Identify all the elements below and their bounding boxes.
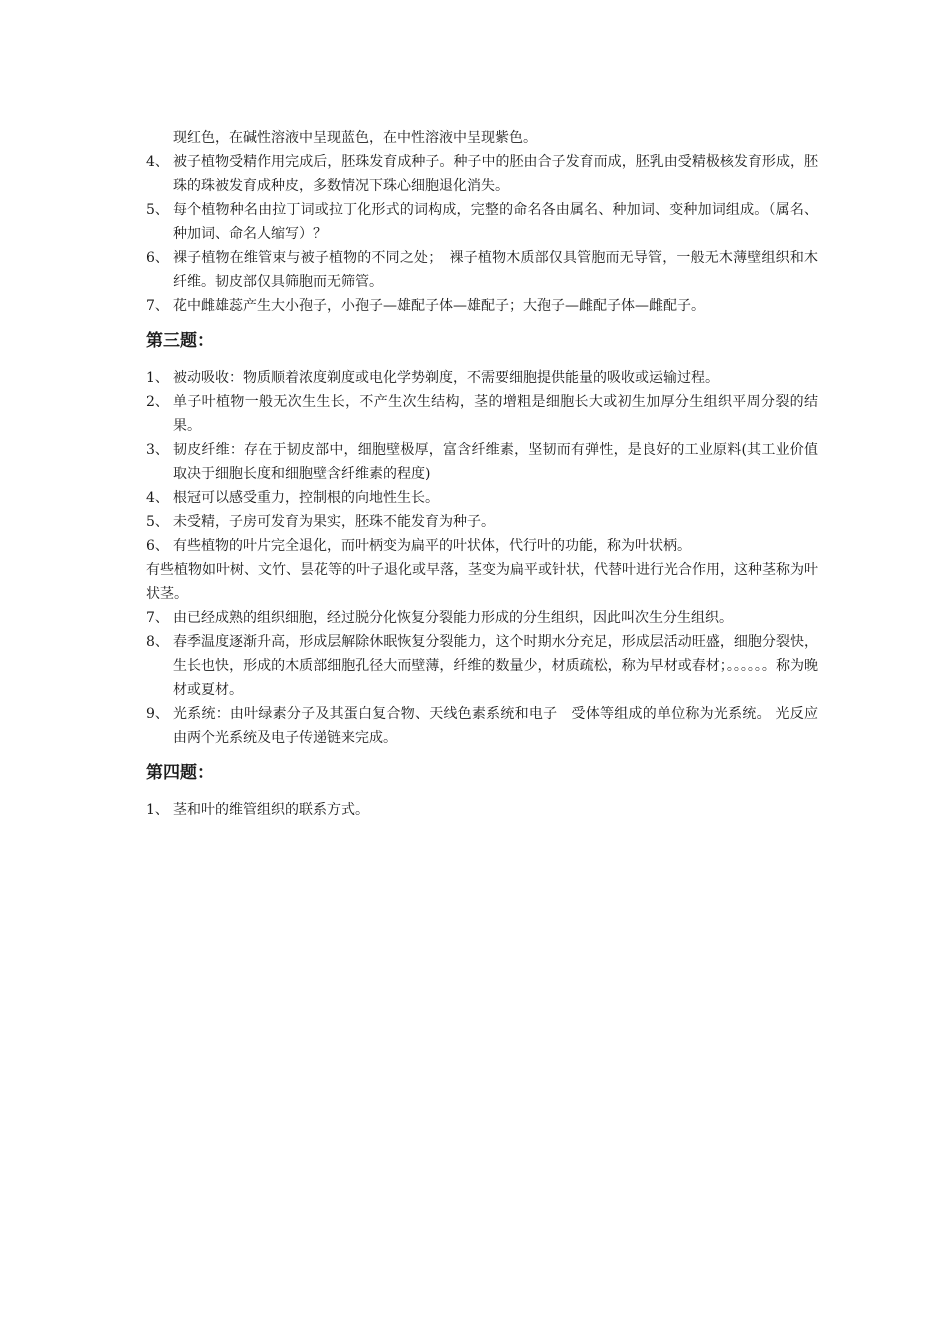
- list-item: [146, 798, 818, 822]
- item-number: 4、: [146, 154, 169, 170]
- item-number: 5、: [146, 514, 169, 530]
- list-item: [146, 390, 818, 438]
- item-number: 9、: [146, 706, 169, 722]
- item-number: 4、: [146, 490, 169, 506]
- list-item: [146, 702, 818, 750]
- section-heading-3: 第三题：: [146, 331, 214, 351]
- item-number: 2、: [146, 394, 169, 410]
- item-text: 有些植物的叶片完全退化，而叶柄变为扁平的叶状体，代行叶的功能，称为叶状柄。: [173, 538, 691, 554]
- item-number: 1、: [146, 802, 169, 818]
- continuation-paragraph: 现红色，在碱性溶液中呈现蓝色，在中性溶液中呈现紫色。: [173, 130, 537, 146]
- list-item: [146, 294, 818, 318]
- item-text: 裸子植物在维管束与被子植物的不同之处； 裸子植物木质部仅具管胞而无导管，一般无木薄壁组织和木纤维。韧皮部仅具筛胞而无筛管。: [173, 250, 818, 290]
- item-text: 被子植物受精作用完成后，胚珠发育成种子。种子中的胚由合子发育而成，胚乳由受精极核发育形成，胚珠的珠被发育成种皮，多数情况下珠心细胞退化消失。: [173, 154, 818, 194]
- item-text: 茎和叶的维管组织的联系方式。: [173, 802, 369, 818]
- list-item: [146, 198, 818, 246]
- item-number: 3、: [146, 442, 169, 458]
- list-item: [146, 486, 818, 510]
- item-number: 7、: [146, 610, 169, 626]
- item-text: 每个植物种名由拉丁词或拉丁化形式的词构成，完整的命名各由属名、种加词、变种加词组成。（属名、种加词、命名人缩写）？: [173, 202, 818, 242]
- item-number: 6、: [146, 250, 169, 266]
- list-item: [146, 438, 818, 486]
- item-text: 春季温度逐渐升高，形成层解除休眠恢复分裂能力，这个时期水分充足，形成层活动旺盛，细胞分裂快，生长也快，形成的木质部细胞孔径大而壁薄，纤维的数量少，材质疏松，称为早材或春材；。。。。。。称为晚材或夏材。: [173, 634, 818, 698]
- item-text: 韧皮纤维：存在于韧皮部中，细胞壁极厚，富含纤维素，坚韧而有弹性，是良好的工业原料(其工业价值取决于细胞长度和细胞壁含纤维素的程度): [173, 442, 818, 482]
- list-item: [146, 534, 818, 558]
- list-item: [146, 510, 818, 534]
- document-content: [146, 126, 818, 822]
- item-number: 5、: [146, 202, 169, 218]
- list-item: [146, 606, 818, 630]
- item-text: 由已经成熟的组织细胞，经过脱分化恢复分裂能力形成的分生组织，因此叫次生分生组织。: [173, 610, 733, 626]
- item-text: 未受精，子房可发育为果实，胚珠不能发育为种子。: [173, 514, 495, 530]
- item-text: 根冠可以感受重力，控制根的向地性生长。: [173, 490, 439, 506]
- item-number: 7、: [146, 298, 169, 314]
- item-text: 被动吸收：物质顺着浓度剃度或电化学势剃度，不需要细胞提供能量的吸收或运输过程。: [173, 370, 719, 386]
- body-paragraph: 有些植物如叶树、文竹、昙花等的叶子退化或早落，茎变为扁平或针状，代替叶进行光合作用，这种茎称为叶状茎。: [146, 562, 818, 602]
- item-text: 单子叶植物一般无次生生长，不产生次生结构，茎的增粗是细胞长大或初生加厚分生组织平周分裂的结果。: [173, 394, 818, 434]
- list-item: [146, 150, 818, 198]
- item-text: 光系统：由叶绿素分子及其蛋白复合物、天线色素系统和电子 受体等组成的单位称为光系统。 光反应由两个光系统及电子传递链来完成。: [173, 706, 818, 746]
- item-number: 1、: [146, 370, 169, 386]
- item-text: 花中雌雄蕊产生大小孢子，小孢子—雄配子体—雄配子；大孢子—雌配子体—雌配子。: [173, 298, 705, 314]
- item-number: 6、: [146, 538, 169, 554]
- list-item: [146, 366, 818, 390]
- item-number: 8、: [146, 634, 169, 650]
- list-item: [146, 246, 818, 294]
- section-heading-4: 第四题：: [146, 763, 214, 783]
- list-item: [146, 630, 818, 702]
